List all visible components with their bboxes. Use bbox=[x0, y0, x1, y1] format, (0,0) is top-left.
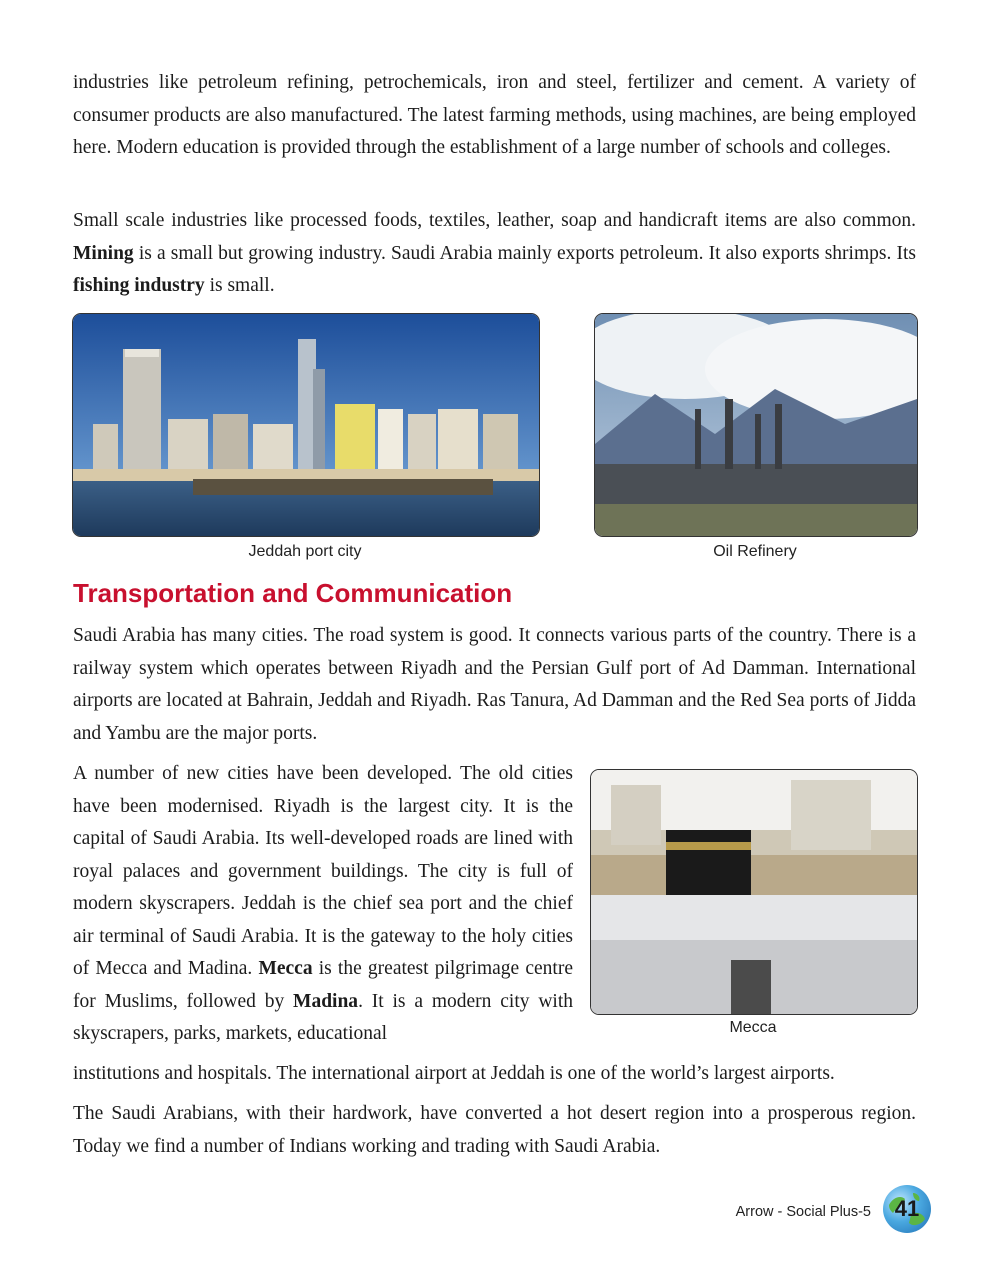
oil-refinery-caption: Oil Refinery bbox=[713, 543, 797, 560]
section-heading: Transportation and Communication bbox=[73, 578, 513, 608]
paragraph-small-scale-industries: Small scale industries like processed foods, textiles, leather, soap and handicraft items are also common. Mining is a small but growing industry. Saudi Arabia mainly exports petroleum. It also exports shrimps. Its fishing industry is small. bbox=[73, 210, 916, 296]
term-mining: Mining bbox=[73, 242, 134, 264]
jeddah-photo bbox=[72, 313, 540, 537]
mecca-photo bbox=[590, 769, 918, 1015]
paragraph-cities-continued: institutions and hospitals. The international airport at Jeddah is one of the world’s largest airports. bbox=[73, 1063, 835, 1084]
paragraph-transport: Saudi Arabia has many cities. The road system is good. It connects various parts of the country. There is a railway system which operates between Riyadh and the Persian Gulf port of Ad Damman. International airports are located at Bahrain, Jeddah and Riyadh. Ras Tanura, Ad Damman and the Red Sea ports of Jidda and Yambu are the major ports. bbox=[73, 625, 916, 744]
mecca-caption: Mecca bbox=[729, 1019, 777, 1036]
oil-refinery-photo bbox=[594, 313, 918, 537]
paragraph-industries: industries like petroleum refining, petrochemicals, iron and steel, fertilizer and cement. A variety of consumer products are also manufactured. The latest farming methods, using machines, are being employed here. Modern education is provided through the establishment of a large number of schools and colleges. bbox=[73, 72, 916, 158]
paragraph-cities: A number of new cities have been developed. The old cities have been modernised. Riyadh is the largest city. It is the capital of Saudi Arabia. Its well-developed roads are lined with royal palaces and government buildings. The city is full of modern skyscrapers. Jeddah is the chief sea port and the chief air terminal of Saudi Arabia. It is the gateway to the holy cities of Mecca and Madina. Mecca is the greatest pilgrimage centre for Muslims, followed by Madina. It is a modern city with skyscrapers, parks, markets, educational bbox=[73, 763, 573, 1044]
paragraph-conclusion: The Saudi Arabians, with their hardwork, have converted a hot desert region into a prosperous region. Today we find a number of Indians working and trading with Saudi Arabia. bbox=[73, 1103, 916, 1157]
footer-book-title: Arrow - Social Plus-5 bbox=[735, 1204, 871, 1220]
globe-icon bbox=[883, 1185, 931, 1233]
page-number: 41 bbox=[894, 1196, 920, 1221]
term-fishing-industry: fishing industry bbox=[73, 275, 205, 296]
term-madina: Madina bbox=[293, 990, 359, 1012]
term-mecca: Mecca bbox=[258, 958, 313, 979]
jeddah-caption: Jeddah port city bbox=[248, 543, 362, 560]
